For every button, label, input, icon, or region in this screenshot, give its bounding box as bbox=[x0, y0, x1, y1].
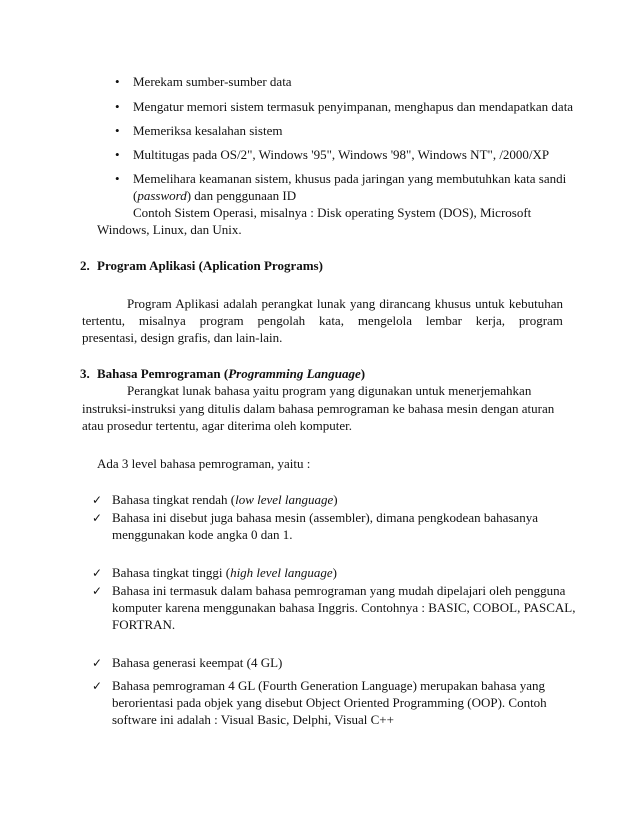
word: mengelola bbox=[357, 313, 412, 328]
section-number: 2. bbox=[80, 258, 90, 273]
level-description: Bahasa ini disebut juga bahasa mesin (assembler), dimana pengkodean bahasanya bbox=[112, 510, 538, 525]
word: pengolah bbox=[257, 313, 306, 328]
level-description: berorientasi pada objek yang disebut Object Oriented Programming (OOP). Contoh bbox=[112, 695, 547, 710]
bullet-dot: • bbox=[115, 123, 120, 138]
section-title: Program Aplikasi (Aplication Programs) bbox=[97, 258, 323, 273]
paragraph-line: Perangkat lunak bahasa yaitu program yang digunakan untuk menerjemahkan bbox=[127, 383, 532, 398]
checkmark-icon: ✓ bbox=[92, 566, 103, 580]
word: program bbox=[199, 313, 244, 328]
section-title: Bahasa Pemrograman (Programming Language) bbox=[97, 366, 366, 381]
level-title: Bahasa tingkat tinggi (high level language) bbox=[112, 565, 337, 580]
level-description: FORTRAN. bbox=[112, 617, 176, 632]
paragraph-line: atau prosedur tertentu, agar diterima oleh komputer. bbox=[82, 418, 353, 433]
level-description: Bahasa pemrograman 4 GL (Fourth Generation Language) merupakan bahasa yang bbox=[112, 678, 546, 693]
paragraph-line: instruksi-instruksi yang ditulis dalam bahasa pemrograman ke bahasa mesin dengan aturan bbox=[82, 401, 555, 416]
os-task-item: Multitugas pada OS/2", Windows '95", Windows '98", Windows NT", /2000/XP bbox=[133, 147, 550, 162]
paragraph-line-justified bbox=[82, 313, 563, 329]
section-number: 3. bbox=[80, 366, 90, 381]
level-description: menggunakan kode angka 0 dan 1. bbox=[112, 527, 293, 542]
word: program bbox=[518, 313, 563, 328]
word: kata, bbox=[319, 313, 344, 328]
os-task-item: Memelihara keamanan sistem, khusus pada jaringan yang membutuhkan kata sandi bbox=[133, 171, 567, 186]
paragraph-line: presentasi, design grafis, dan lain-lain. bbox=[82, 330, 283, 345]
checkmark-icon: ✓ bbox=[92, 493, 103, 507]
level-description: komputer karena menggunakan bahasa Inggris. Contohnya : BASIC, COBOL, PASCAL, bbox=[112, 600, 576, 615]
checkmark-icon: ✓ bbox=[92, 656, 103, 670]
os-task-item: Mengatur memori sistem termasuk penyimpanan, menghapus dan mendapatkan data bbox=[133, 99, 574, 114]
level-title: Bahasa generasi keempat (4 GL) bbox=[112, 655, 283, 670]
bullet-dot: • bbox=[115, 74, 120, 89]
word: tertentu, bbox=[82, 313, 125, 328]
bullet-dot: • bbox=[115, 171, 120, 186]
os-example-line: Contoh Sistem Operasi, misalnya : Disk operating System (DOS), Microsoft bbox=[133, 205, 532, 220]
level-description: software ini adalah : Visual Basic, Delphi, Visual C++ bbox=[112, 712, 394, 727]
bullet-dot: • bbox=[115, 147, 120, 162]
bullet-dot: • bbox=[115, 99, 120, 114]
paragraph-line: Program Aplikasi adalah perangkat lunak yang dirancang khusus untuk kebutuhan bbox=[127, 296, 563, 311]
levels-intro: Ada 3 level bahasa pemrograman, yaitu : bbox=[97, 456, 311, 471]
checkmark-icon: ✓ bbox=[92, 584, 103, 598]
word: lembar bbox=[425, 313, 462, 328]
security-continuation: (password) dan penggunaan ID bbox=[133, 188, 297, 203]
os-task-item: Memeriksa kesalahan sistem bbox=[133, 123, 283, 138]
level-title: Bahasa tingkat rendah (low level language) bbox=[112, 492, 338, 507]
os-task-item: Merekam sumber-sumber data bbox=[133, 74, 292, 89]
checkmark-icon: ✓ bbox=[92, 511, 103, 525]
checkmark-icon: ✓ bbox=[92, 679, 103, 693]
level-description: Bahasa ini termasuk dalam bahasa pemrograman yang mudah dipelajari oleh pengguna bbox=[112, 583, 566, 598]
word: kerja, bbox=[475, 313, 506, 328]
os-example-line: Windows, Linux, dan Unix. bbox=[97, 222, 242, 237]
word: misalnya bbox=[138, 313, 186, 328]
